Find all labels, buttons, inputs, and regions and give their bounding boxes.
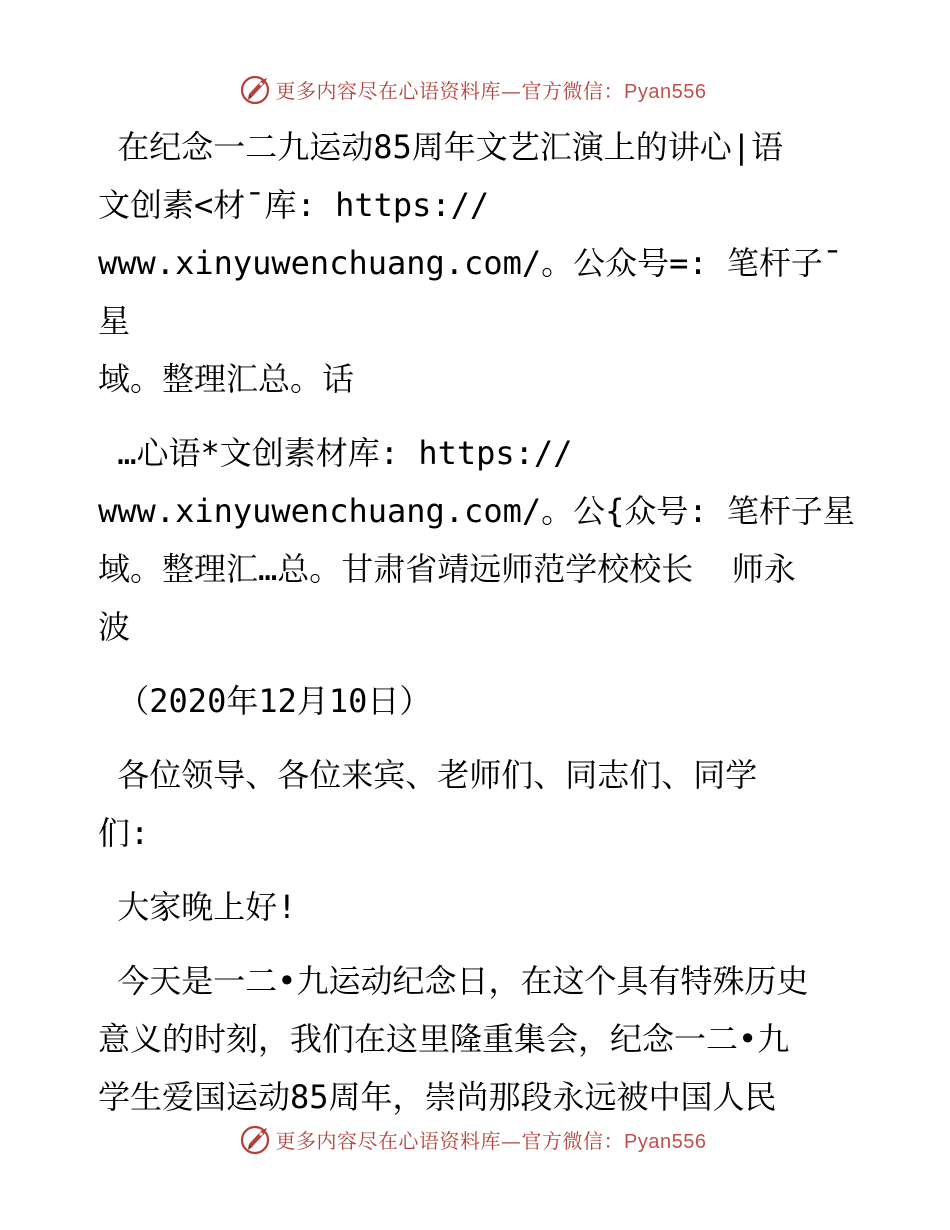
text-line: 文创素<材¯库: https:// <box>98 186 490 224</box>
header-wechat-id: Pyan556 <box>624 80 707 103</box>
text-line: 意义的时刻，我们在这里隆重集会，纪念一二•九 <box>98 1020 790 1058</box>
salutation-line: 各位领导、各位来宾、老师们、同志们、同学 <box>98 756 758 794</box>
header-banner <box>0 72 950 106</box>
pen-nib-logo-icon <box>240 1122 274 1156</box>
text-line: www.xinyuwenchuang.com/。公众号=: 笔杆子¯星 <box>98 244 843 340</box>
text-line: 域。整理汇总。话 <box>98 360 355 398</box>
header-banner-text: 更多内容尽在心语资料库—官方微信：Pyan556 <box>275 78 707 103</box>
text-line: www.xinyuwenchuang.com/。公{众号: 笔杆子星 <box>98 492 855 530</box>
date-line: （2020年12月10日） <box>98 682 432 720</box>
text-line: 域。整理汇…总。甘肃省靖远师范学校校长 师永 <box>98 550 796 588</box>
text-line: 波 <box>98 608 131 646</box>
footer-wechat-id: Pyan556 <box>624 1130 707 1153</box>
footer-banner <box>0 1122 950 1156</box>
text-line: 在纪念一二九运动85周年文艺汇演上的讲心|语 <box>98 128 784 166</box>
footer-banner-text: 更多内容尽在心语资料库—官方微信：Pyan556 <box>275 1128 707 1153</box>
document-body <box>98 118 858 1126</box>
greeting-line: 大家晚上好! <box>98 888 297 926</box>
text-line: …心语*文创素材库: https:// <box>98 434 573 472</box>
text-line: 学生爱国运动85周年，崇尚那段永远被中国人民 <box>98 1078 777 1116</box>
text-line: 今天是一二•九运动纪念日，在这个具有特殊历史 <box>98 962 809 1000</box>
salutation-line: 们: <box>98 814 150 852</box>
pen-nib-logo-icon <box>240 72 274 106</box>
